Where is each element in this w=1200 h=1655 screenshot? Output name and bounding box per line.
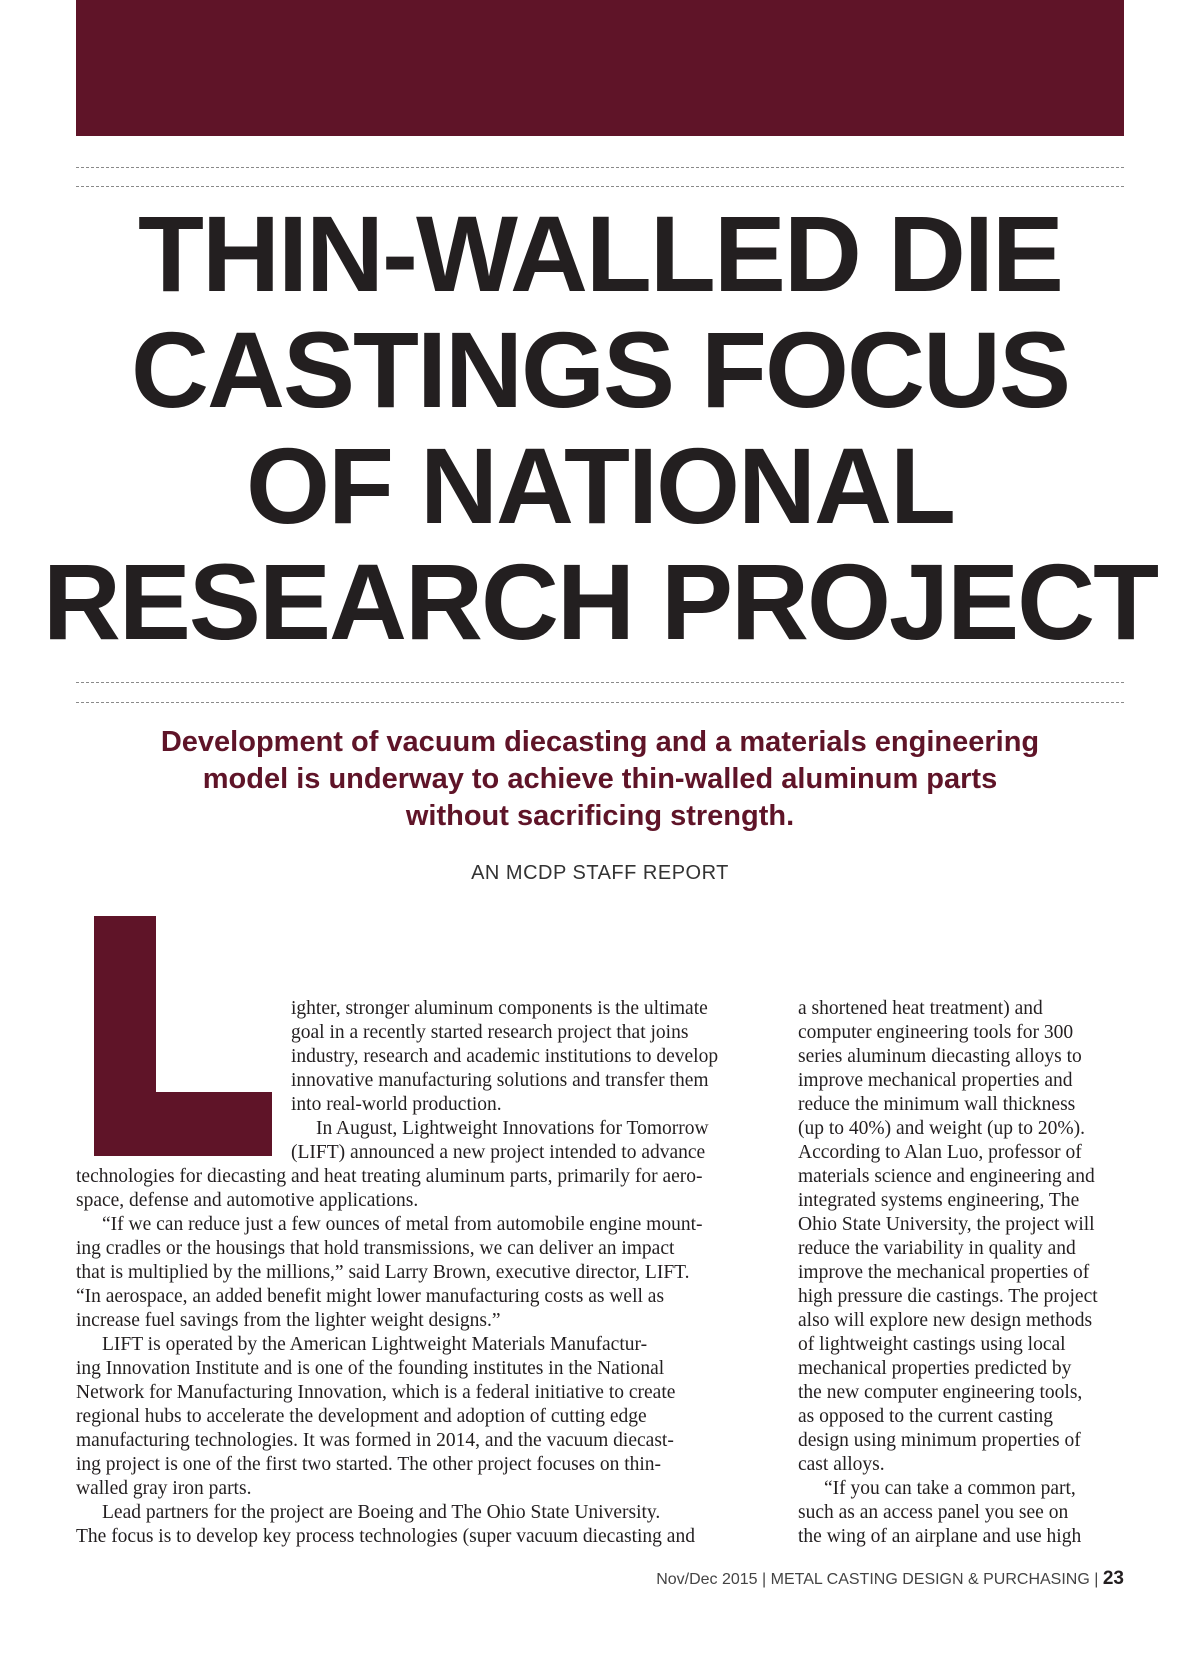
text-line: high pressure die castings. The project xyxy=(798,1286,1098,1307)
text-line: the new computer engineering tools, xyxy=(798,1382,1083,1403)
text-line: the wing of an airplane and use high xyxy=(798,1526,1082,1547)
text-line: as opposed to the current casting xyxy=(798,1406,1054,1427)
divider-top-1 xyxy=(76,167,1124,168)
text-line: LIFT is operated by the American Lightweight Materials Manufactur- xyxy=(102,1334,648,1355)
text-line: integrated systems engineering, The xyxy=(798,1190,1080,1211)
text-line: manufacturing technologies. It was formed in 2014, and the vacuum diecast- xyxy=(76,1430,674,1451)
text-line: “If you can take a common part, xyxy=(824,1478,1076,1499)
text-line: innovative manufacturing solutions and transfer them xyxy=(291,1070,709,1091)
text-line: series aluminum diecasting alloys to xyxy=(798,1046,1082,1067)
text-line: Ohio State University, the project will xyxy=(798,1214,1095,1235)
text-line: also will explore new design methods xyxy=(798,1310,1093,1331)
text-line: “If we can reduce just a few ounces of metal from automobile engine mount- xyxy=(102,1214,703,1235)
divider-bottom-2 xyxy=(76,702,1124,703)
text-line: Lead partners for the project are Boeing and The Ohio State University. xyxy=(102,1502,661,1523)
text-line: ing Innovation Institute and is one of the founding institutes in the National xyxy=(76,1358,665,1379)
text-line: that is multiplied by the millions,” said Larry Brown, executive director, LIFT. xyxy=(76,1262,690,1283)
text-line: walled gray iron parts. xyxy=(76,1478,252,1499)
text-line: improve the mechanical properties of xyxy=(798,1262,1090,1283)
divider-top-2 xyxy=(76,186,1124,187)
deck-line: Development of vacuum diecasting and a materials engineering xyxy=(160,726,1040,758)
deck-subtitle xyxy=(76,724,1124,835)
article-column-2 xyxy=(798,997,1128,1549)
divider-bottom-1 xyxy=(76,682,1124,683)
footer-issue: Nov/Dec 2015 xyxy=(656,1571,758,1588)
header-banner xyxy=(76,0,1124,136)
text-line: regional hubs to accelerate the development and adoption of cutting edge xyxy=(76,1406,647,1427)
headline xyxy=(40,193,1160,662)
text-line: mechanical properties predicted by xyxy=(798,1358,1072,1379)
text-line: (LIFT) announced a new project intended to advance xyxy=(291,1142,706,1163)
text-line: ighter, stronger aluminum components is the ultimate xyxy=(291,998,708,1019)
text-line: In August, Lightweight Innovations for Tomorrow xyxy=(316,1118,709,1139)
page-footer xyxy=(500,1568,1124,1590)
text-line: industry, research and academic institutions to develop xyxy=(291,1046,719,1067)
text-line: (up to 40%) and weight (up to 20%). xyxy=(798,1118,1086,1139)
footer-separator: | xyxy=(1094,1571,1099,1588)
text-line: materials science and engineering and xyxy=(798,1166,1095,1187)
deck-line: model is underway to achieve thin-walled aluminum parts xyxy=(202,763,998,795)
text-line: into real-world production. xyxy=(291,1094,502,1115)
text-line: design using minimum properties of xyxy=(798,1430,1081,1451)
byline: AN MCDP STAFF REPORT xyxy=(471,862,729,884)
text-line: Network for Manufacturing Innovation, which is a federal initiative to create xyxy=(76,1382,676,1403)
article-column-1 xyxy=(76,997,766,1549)
text-line: technologies for diecasting and heat treating aluminum parts, primarily for aero- xyxy=(76,1166,703,1187)
text-line: improve mechanical properties and xyxy=(798,1070,1073,1091)
text-line: The focus is to develop key process technologies (super vacuum diecasting and xyxy=(76,1526,695,1547)
text-line: ing cradles or the housings that hold transmissions, we can deliver an impact xyxy=(76,1238,675,1259)
text-line: increase fuel savings from the lighter weight designs.” xyxy=(76,1310,501,1331)
headline-line: RESEARCH PROJECT xyxy=(42,541,1158,662)
deck-line: without sacrificing strength. xyxy=(405,800,795,832)
text-line: reduce the variability in quality and xyxy=(798,1238,1076,1259)
text-line: space, defense and automotive applications. xyxy=(76,1190,419,1211)
text-line: computer engineering tools for 300 xyxy=(798,1022,1074,1043)
text-line: “In aerospace, an added benefit might lower manufacturing costs as well as xyxy=(76,1286,665,1307)
headline-line: THIN-WALLED DIE xyxy=(138,193,1062,314)
text-line: such as an access panel you see on xyxy=(798,1502,1069,1523)
headline-line: CASTINGS FOCUS xyxy=(130,309,1070,430)
page-number: 23 xyxy=(1102,1568,1124,1589)
text-line: According to Alan Luo, professor of xyxy=(798,1142,1082,1163)
footer-publication: METAL CASTING DESIGN & PURCHASING xyxy=(770,1571,1090,1588)
text-line: of lightweight castings using local xyxy=(798,1334,1066,1355)
footer-separator: | xyxy=(762,1571,767,1588)
text-line: reduce the minimum wall thickness xyxy=(798,1094,1076,1115)
text-line: cast alloys. xyxy=(798,1454,885,1475)
text-line: goal in a recently started research project that joins xyxy=(291,1022,689,1043)
text-line: a shortened heat treatment) and xyxy=(798,998,1043,1019)
text-line: ing project is one of the first two started. The other project focuses on thin- xyxy=(76,1454,662,1475)
headline-line: OF NATIONAL xyxy=(246,425,954,546)
